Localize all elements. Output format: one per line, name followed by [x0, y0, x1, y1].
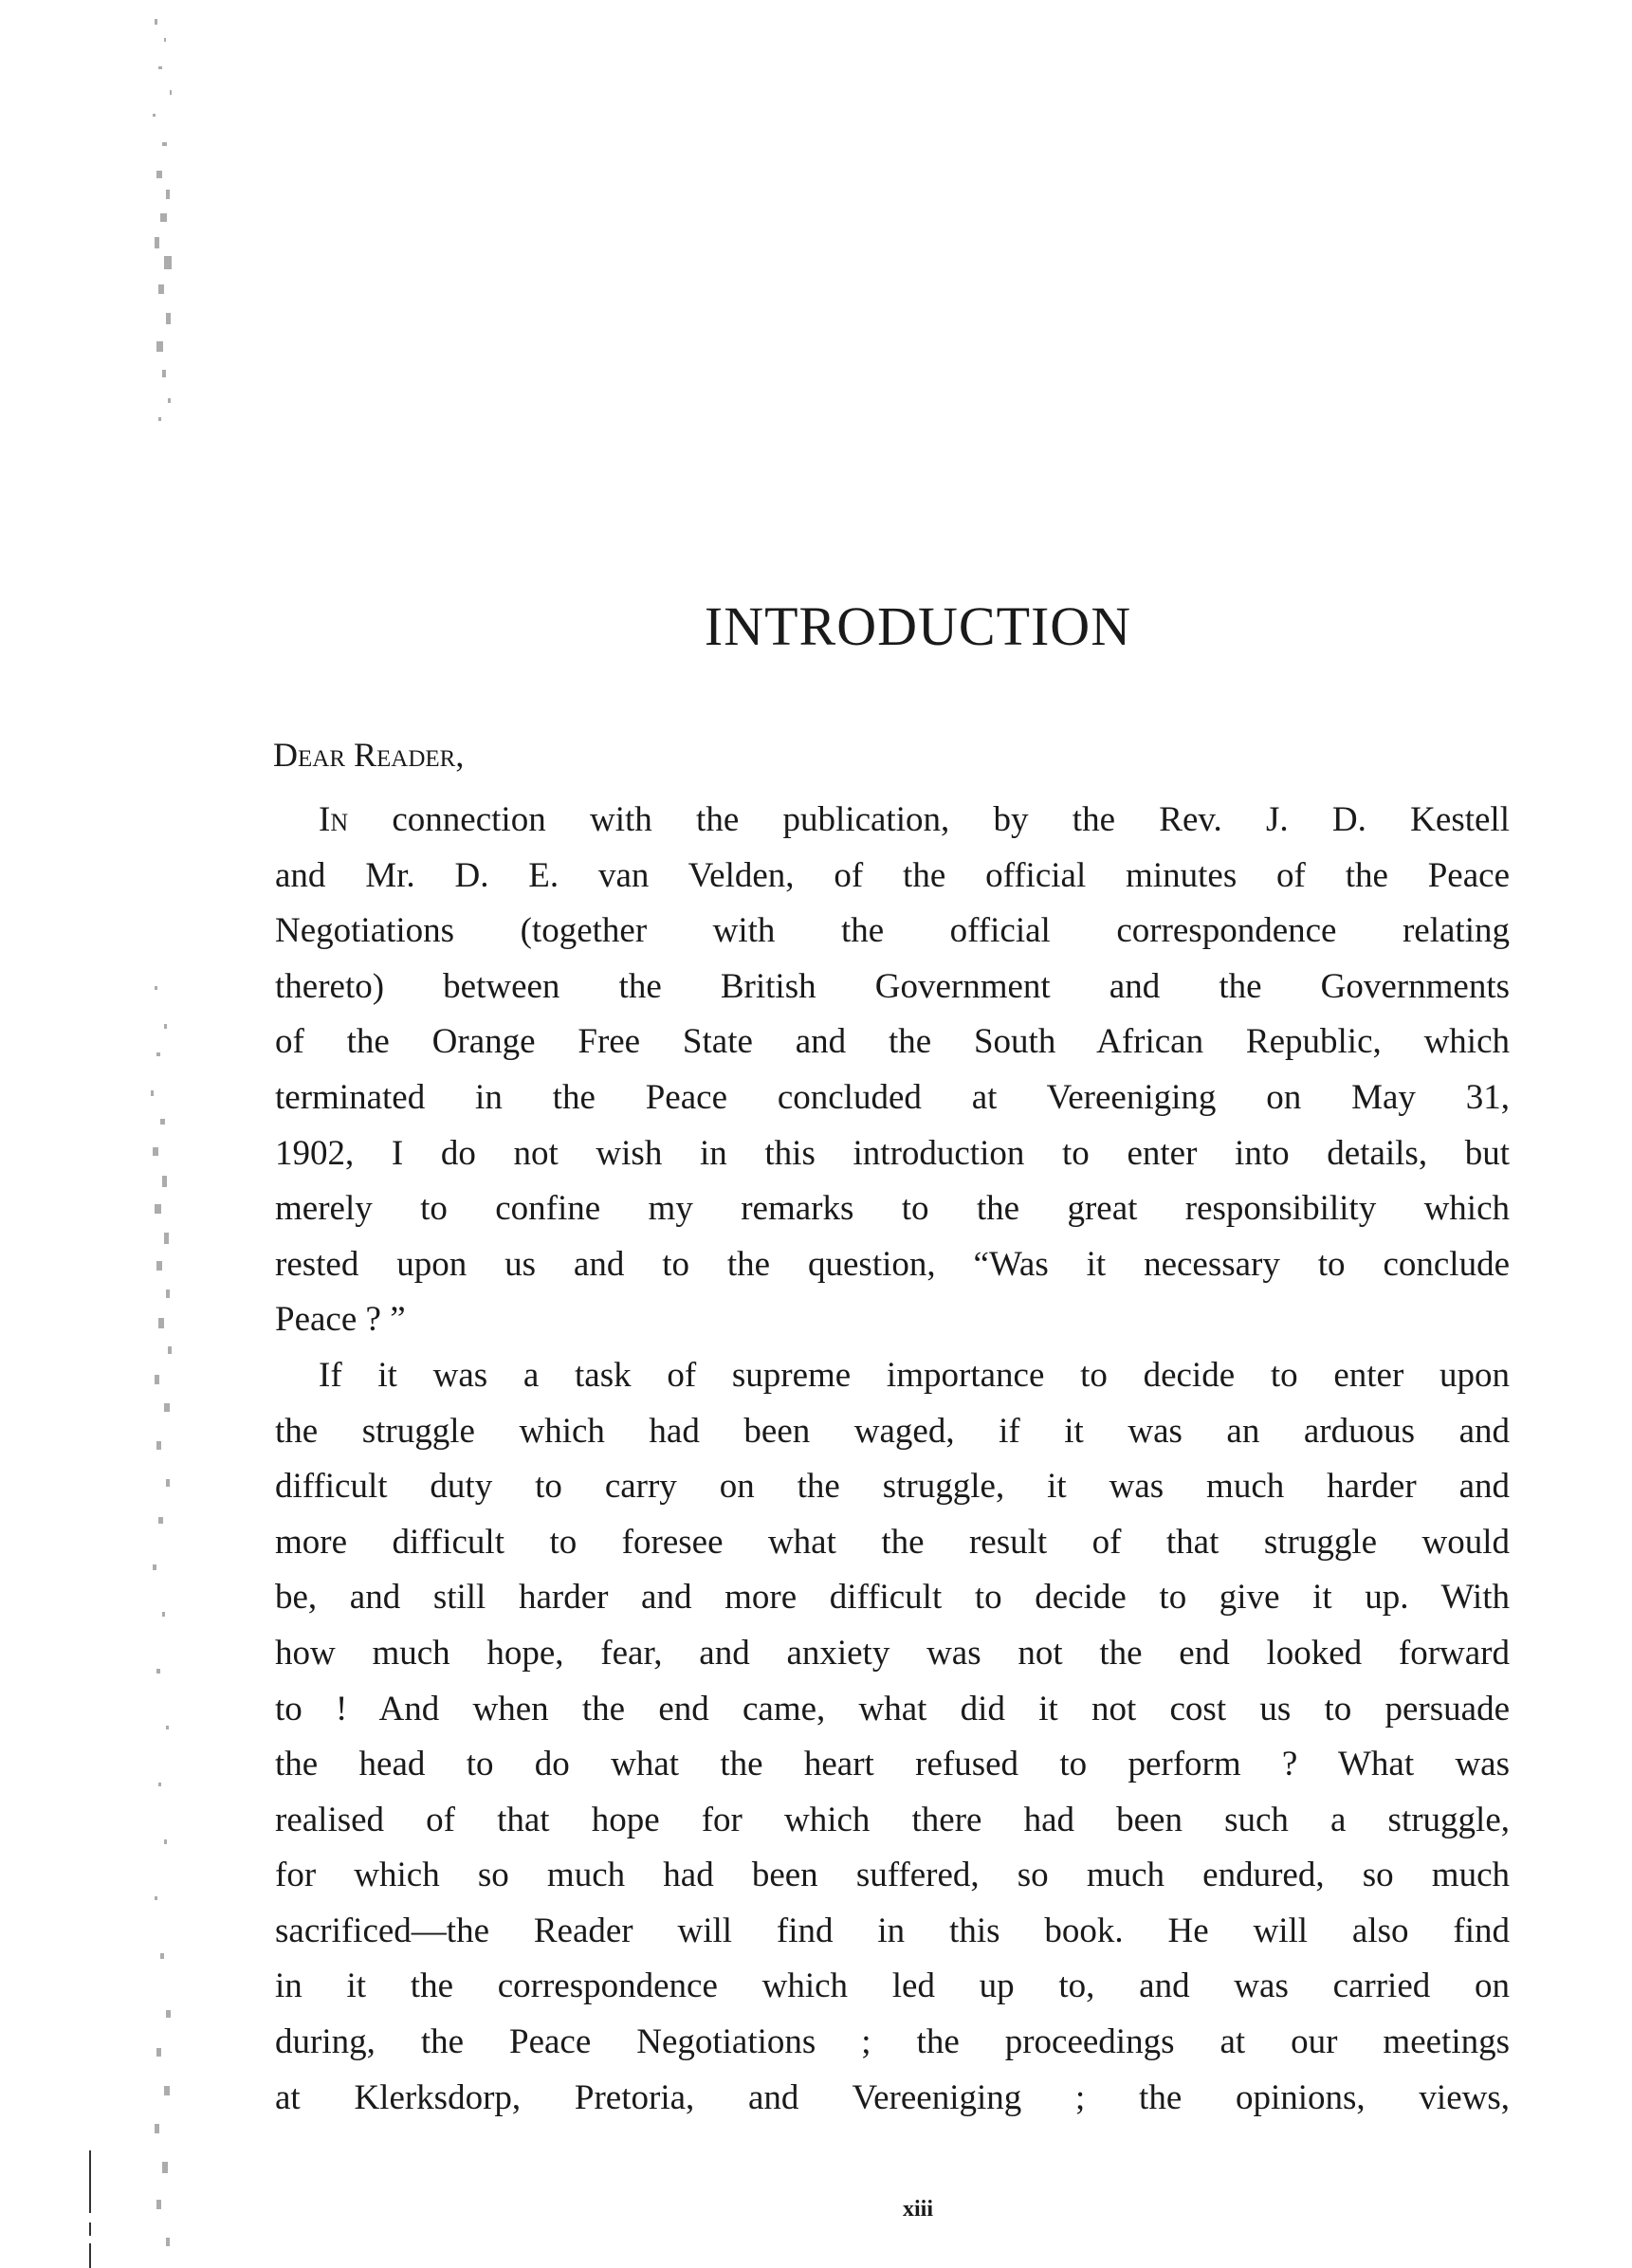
body-text — [275, 793, 1510, 2126]
scan-edge-speckle — [138, 0, 213, 2268]
paragraph-2 — [275, 1348, 1510, 2126]
text-line: rested upon us and to the question, “Was it necessary to conclude — [275, 1244, 1510, 1284]
text-line: the struggle which had been waged, if it was an arduous and — [275, 1411, 1510, 1451]
text-line: how much hope, fear, and anxiety was not the end looked forward — [275, 1633, 1510, 1673]
text-line: be, and still harder and more difficult to decide to give it up. With — [275, 1578, 1510, 1618]
text-line: the head to do what the heart refused to perform ? What was — [275, 1745, 1510, 1784]
text-line: sacrificed—the Reader will find in this book. He will also find — [275, 1911, 1510, 1950]
text-line: at Klerksdorp, Pretoria, and Vereeniging ; the opinions, views, — [275, 2077, 1510, 2117]
text-line: Peace ? ” — [275, 1300, 406, 1340]
salutation: Dear Reader, — [273, 736, 465, 774]
text-line: more difficult to foresee what the result of that struggle would — [275, 1522, 1510, 1562]
text-line: In connection with the publication, by the Rev. J. D. Kestell — [319, 800, 1510, 839]
text-line: merely to confine my remarks to the great responsibility which — [275, 1189, 1510, 1229]
text-line: If it was a task of supreme importance to decide to enter upon — [319, 1355, 1510, 1395]
text-line: 1902, I do not wish in this introduction to enter into details, but — [275, 1133, 1510, 1173]
text-line: during, the Peace Negotiations ; the proceedings at our meetings — [275, 2022, 1510, 2062]
text-line: Negotiations (together with the official correspondence relating — [275, 911, 1510, 951]
text-line: in it the correspondence which led up to, and was carried on — [275, 1966, 1510, 2006]
page-title: INTRODUCTION — [704, 595, 1132, 657]
text-line: thereto) between the British Government and the Governments — [275, 966, 1510, 1006]
text-line: difficult duty to carry on the struggle, it was much harder and — [275, 1467, 1510, 1507]
text-line: and Mr. D. E. van Velden, of the official minutes of the Peace — [275, 855, 1510, 895]
text-line: to ! And when the end came, what did it not cost us to persuade — [275, 1689, 1510, 1728]
paragraph-1 — [275, 793, 1510, 1348]
text-line: realised of that hope for which there had been such a struggle, — [275, 1800, 1510, 1839]
text-line: terminated in the Peace concluded at Vereeniging on May 31, — [275, 1077, 1510, 1117]
lead-word: In — [319, 800, 349, 839]
text-line: of the Orange Free State and the South African Republic, which — [275, 1022, 1510, 1062]
text-line: for which so much had been suffered, so much endured, so much — [275, 1856, 1510, 1895]
page-number: xiii — [902, 2197, 933, 2222]
